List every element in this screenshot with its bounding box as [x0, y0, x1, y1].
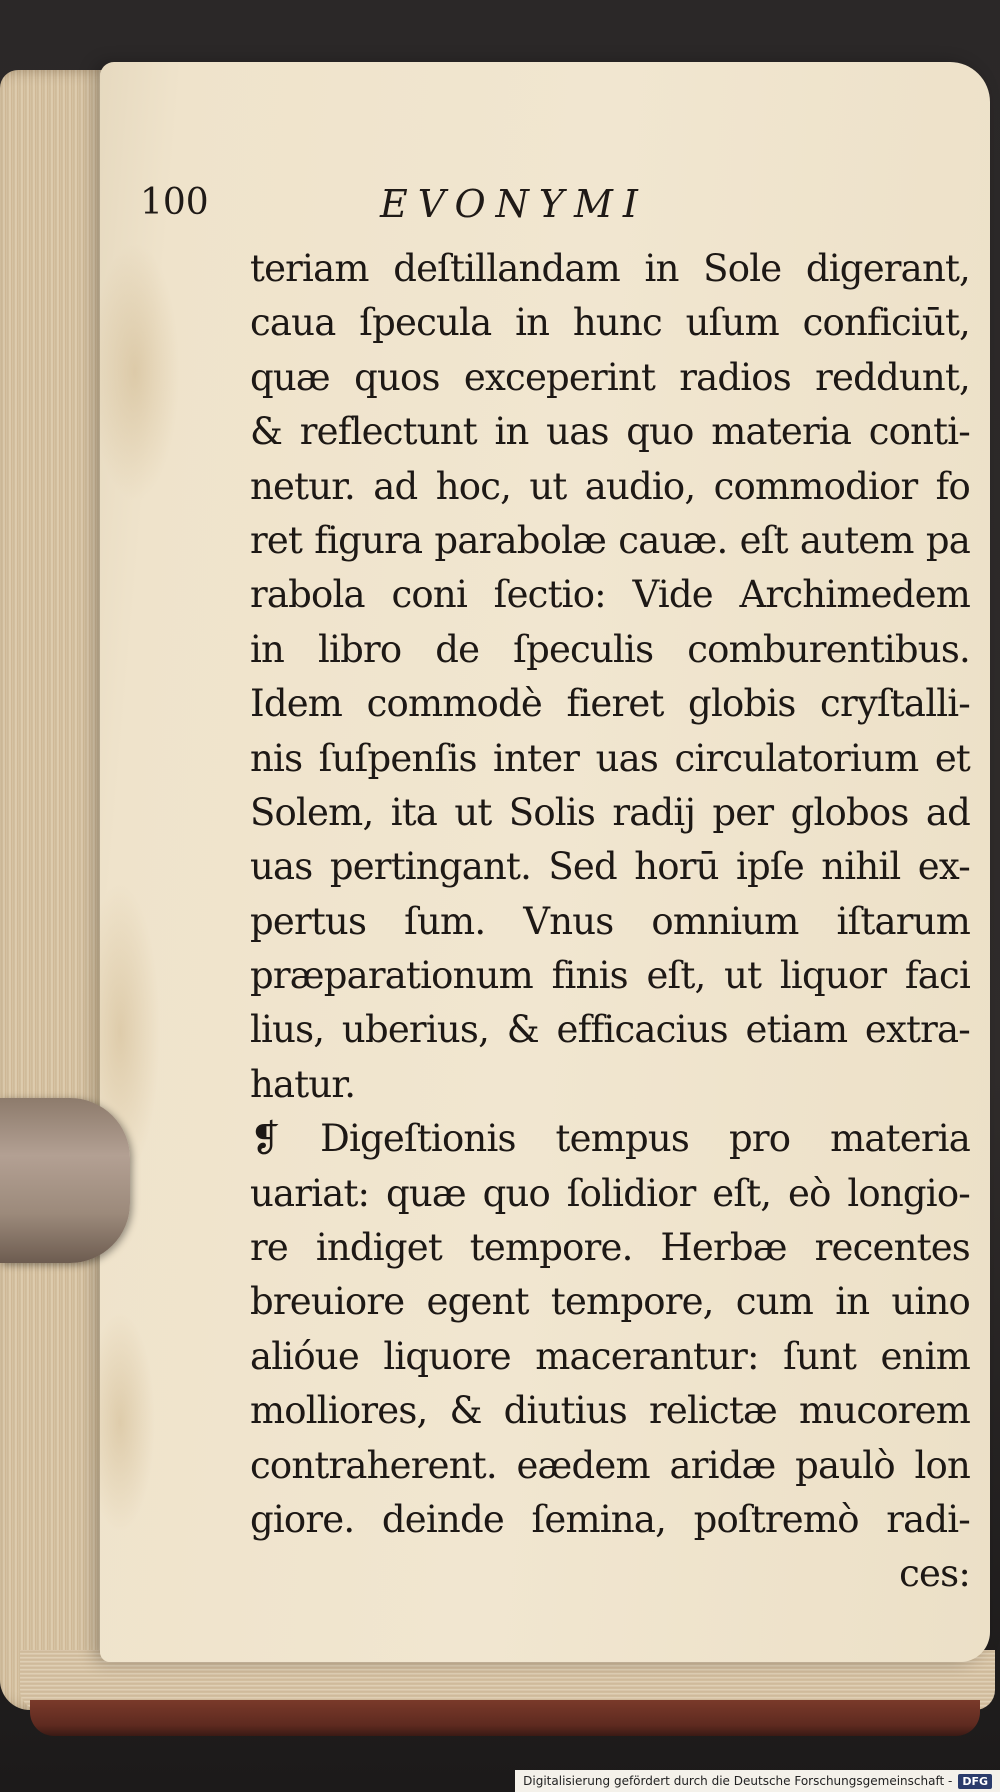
text-line: nis ſuſpenſis inter uas circulatorium et	[250, 736, 970, 780]
text-line: lius, uberius, & efficacius etiam extra-	[250, 1008, 970, 1052]
text-line: netur. ad hoc, ut audio, commodior fo	[250, 464, 970, 508]
text-line: in libro de ſpeculis comburentibus.	[250, 627, 970, 671]
body-text	[250, 242, 970, 1602]
text-line: ret figura parabolæ cauæ. eſt autem pa	[250, 518, 970, 562]
text-line: re indiget tempore. Herbæ recentes	[250, 1226, 970, 1270]
text-line: præparationum finis eſt, ut liquor faci	[250, 954, 970, 998]
book-cover-edge	[30, 1700, 980, 1736]
page-stain	[90, 242, 180, 502]
thumb-marker	[0, 1098, 130, 1263]
credit-text: Digitalisierung gefördert durch die Deutsche Forschungsgemeinschaft -	[523, 1774, 953, 1788]
text-line: contraherent. eædem aridæ paulò lon	[250, 1443, 970, 1487]
text-line: hatur.	[250, 1062, 356, 1106]
text-line: alióue liquore macerantur: ſunt enim	[250, 1334, 970, 1378]
dfg-logo: DFG	[958, 1774, 992, 1789]
digitization-credit	[515, 1770, 1000, 1792]
text-line: rabola coni ſectio: Vide Archimedem	[250, 573, 970, 617]
page-number: 100	[140, 182, 209, 223]
text-line: Solem, ita ut Solis radij per globos ad	[250, 790, 970, 834]
text-line: molliores, & diutius relictæ mucorem	[250, 1389, 970, 1433]
text-line: ❡ Digeſtionis tempus pro materia	[250, 1117, 970, 1161]
text-line: giore. deinde ſemina, poſtremò radi-	[250, 1497, 970, 1541]
running-head	[140, 182, 840, 232]
text-line: Idem commodè fieret globis cryſtalli-	[250, 682, 970, 726]
text-line: breuiore egent tempore, cum in uino	[250, 1280, 970, 1324]
text-line: uariat: quæ quo ſolidior eſt, eò longio-	[250, 1171, 970, 1215]
text-line: uas pertingant. Sed horū ipſe nihil ex-	[250, 845, 970, 889]
text-line: teriam deſtillandam in Sole digerant,	[250, 247, 970, 290]
text-line: pertus ſum. Vnus omnium iſtarum	[250, 899, 970, 943]
text-line: caua ſpecula in hunc uſum conficiūt,	[250, 301, 970, 345]
text-line: quæ quos exceperint radios reddunt,	[250, 355, 970, 399]
catchword: ces:	[899, 1552, 970, 1596]
page-stain	[85, 1312, 155, 1532]
text-line: & reflectunt in uas quo materia conti-	[250, 410, 970, 454]
running-head-title: EVONYMI	[380, 182, 648, 226]
